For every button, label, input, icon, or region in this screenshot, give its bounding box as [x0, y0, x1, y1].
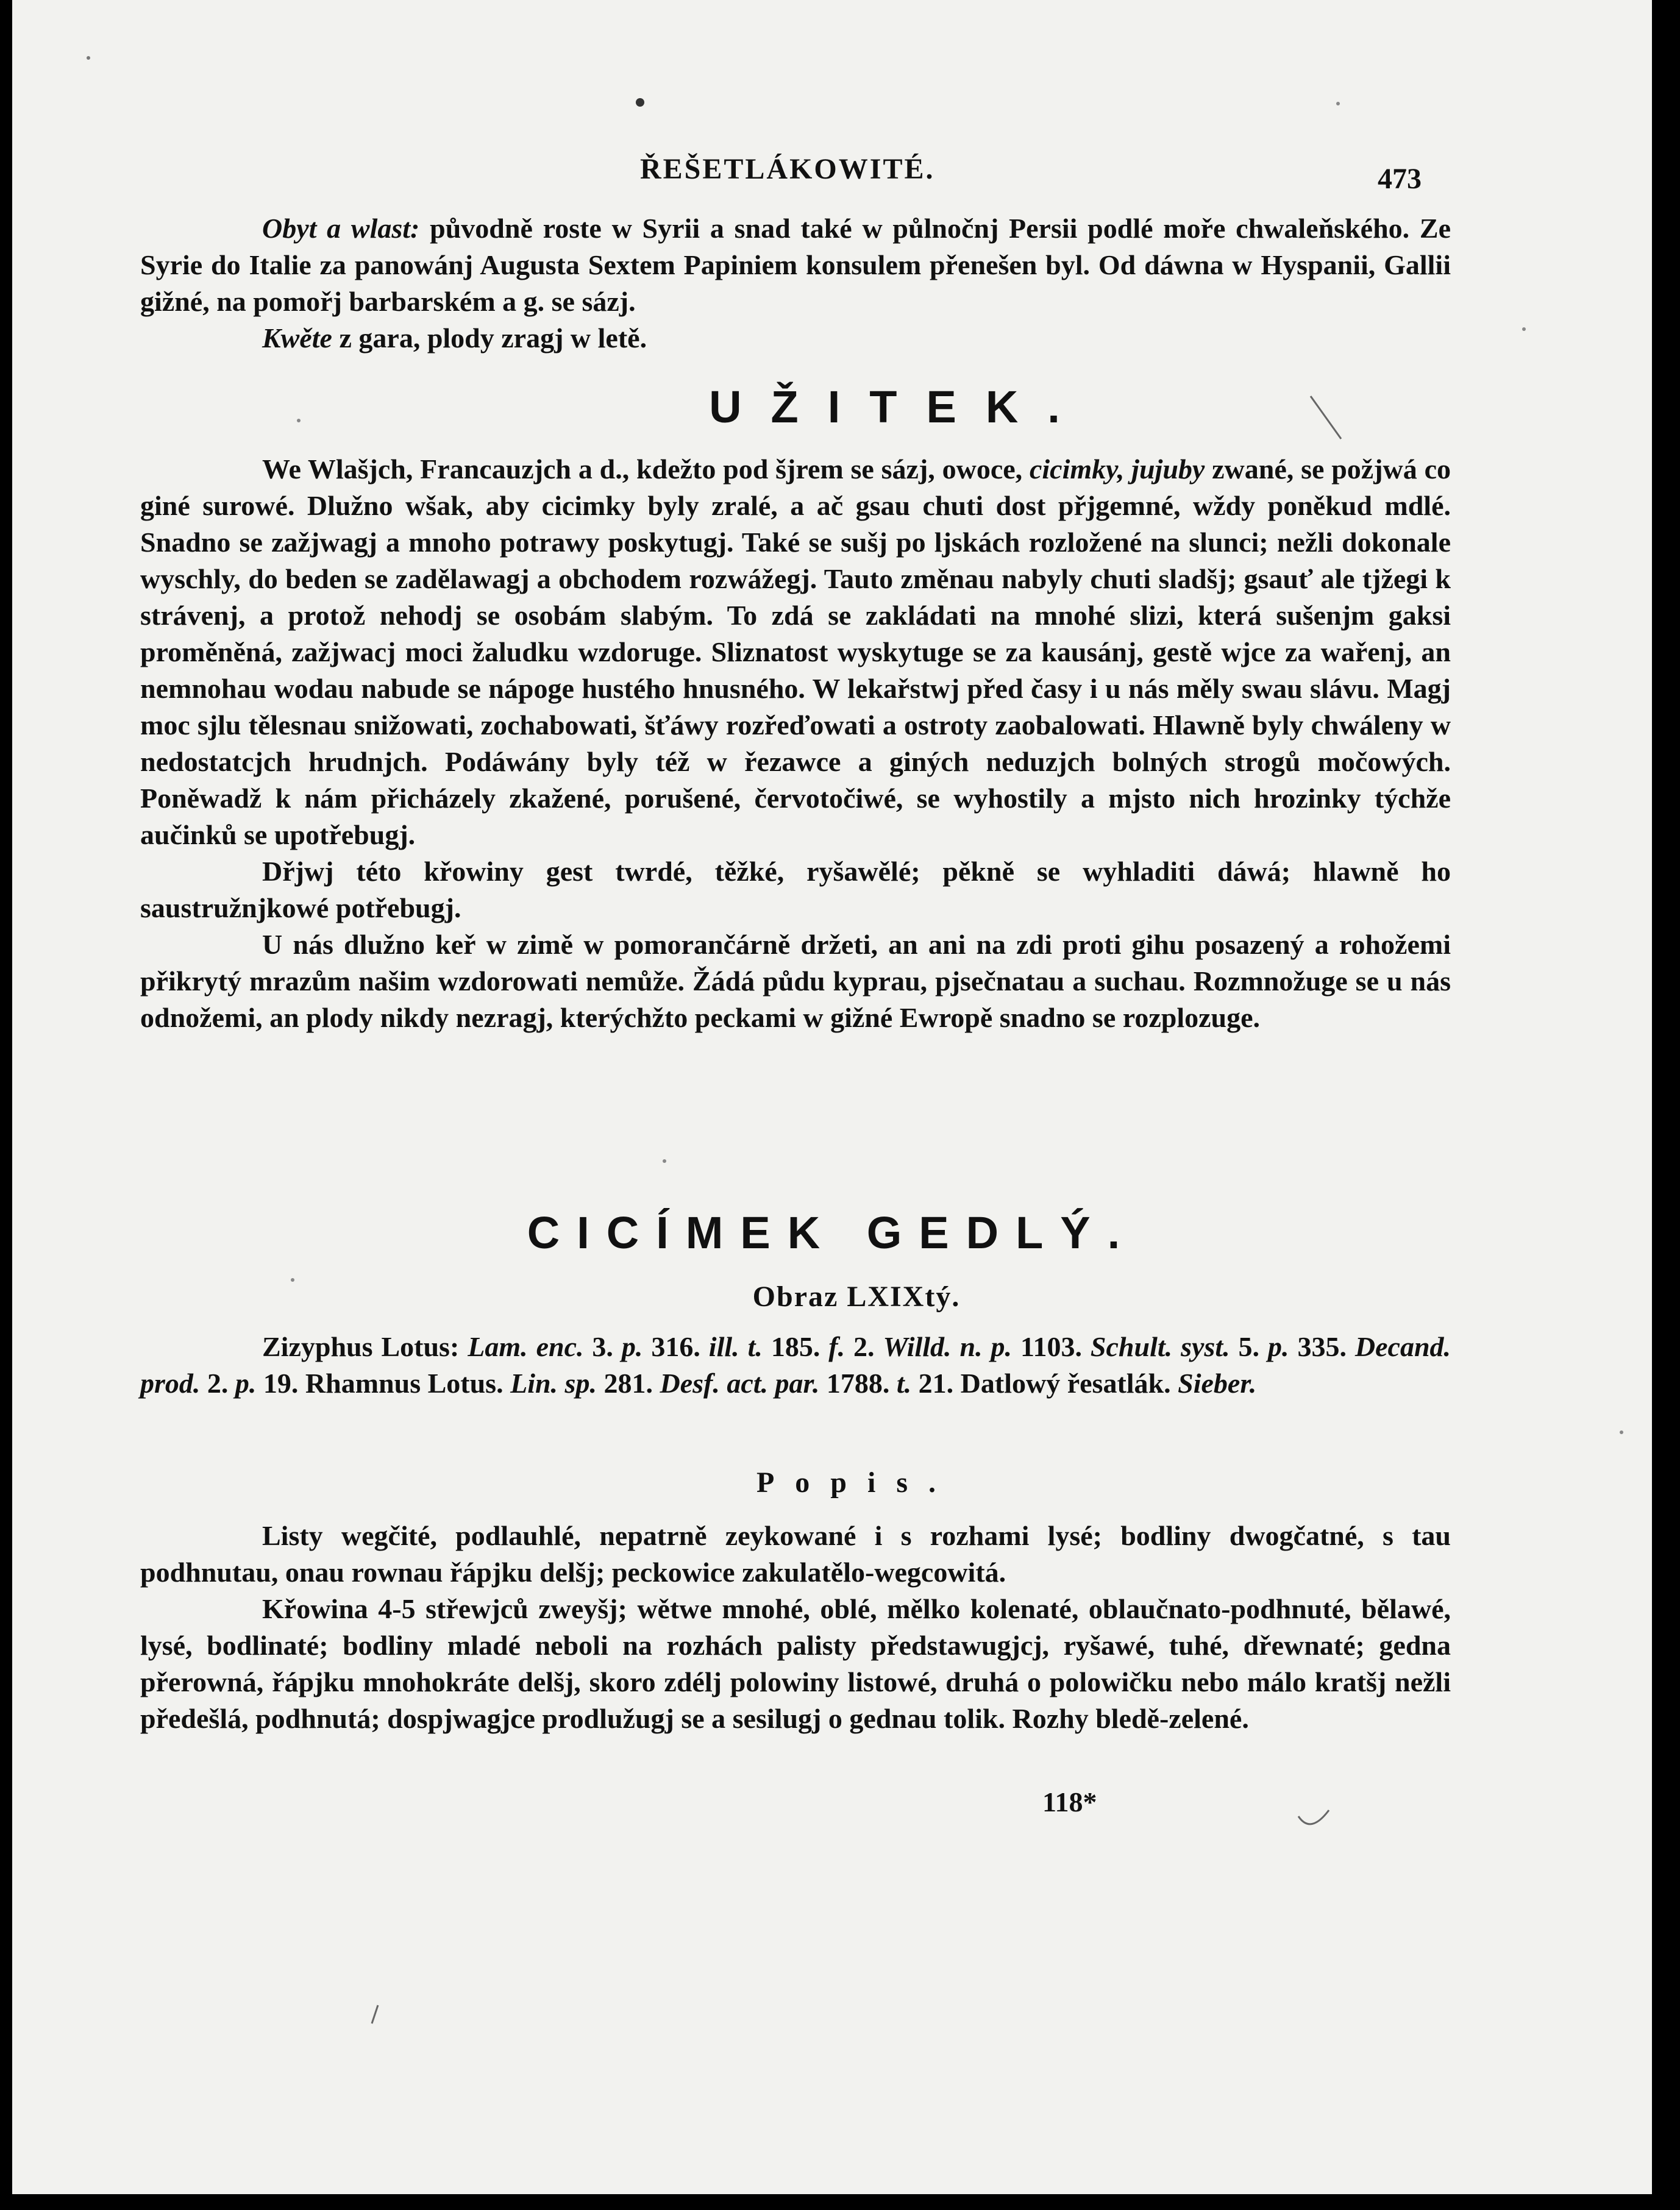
ink-speck	[663, 1159, 666, 1163]
italic-run: p.	[1268, 1331, 1289, 1362]
plate-reference: Obraz LXIXtý.	[752, 1281, 961, 1313]
ink-speck	[87, 56, 90, 60]
italic-term: cicimky, jujuby	[1029, 453, 1205, 485]
paragraph	[140, 1329, 1451, 1402]
text-run: 316.	[642, 1331, 709, 1362]
species-heading: CICÍMEK GEDLÝ.	[527, 1207, 1137, 1258]
italic-run: Lin. sp.	[510, 1368, 597, 1399]
paragraph-text: We Wlašjch, Francauzjch a d., kdežto pod šjrem se sázj, owoce,	[262, 453, 1030, 485]
paragraph: Dřjwj této křowiny gest twrdé, těžké, ryšawělé; pěkně se wyhladiti dáwá; hlawně ho saustružnjkowé potřebugj.	[140, 856, 1451, 923]
ink-speck	[1620, 1430, 1623, 1434]
text-run: 19. Rhamnus Lotus.	[256, 1368, 511, 1399]
italic-run: Willd. n. p.	[883, 1331, 1013, 1362]
description-heading: Popis.	[756, 1466, 957, 1499]
page-number: 473	[1378, 163, 1422, 195]
text-run: 2.	[845, 1331, 883, 1362]
italic-run: p.	[235, 1368, 257, 1399]
ink-speck	[1522, 327, 1526, 331]
text-run: 1103.	[1012, 1331, 1091, 1362]
page-header	[12, 152, 1652, 195]
running-head: ŘEŠETLÁKOWITÉ.	[640, 153, 935, 185]
pencil-mark	[372, 2005, 378, 2023]
italic-run: t.	[896, 1368, 912, 1399]
book-page	[12, 0, 1652, 2194]
italic-run: Decand. prod.	[140, 1331, 1451, 1399]
text-run: 21. Datlowý řesatlák.	[911, 1368, 1178, 1399]
paragraph-text: zwané, se požjwá co giné surowé. Dlužno wšak, aby cicimky byly zralé, a ač gsau chuti dost přjgemné, wždy poněkud mdlé. Snadno se zažjwagj a mnoho potrawy poskytugj. Také se sušj po ljskách rozložené na slunci; nežli dokonale wyschly, do beden se zadělawagj a obchodem rozwážegj. Tauto změnau nabyly chuti sladšj; gsauť ale tjžegi k strávenj, a protož nehodj se osobám slabým. To zdá se zakládati na mnohé slizi, která sušenjm gaksi proměněná, zažjwacj moci žaludku wzdoruge. Sliznatost wyskytuge se za kausánj, gestě wjce za wařenj, an nemnohau wodau nabude se nápoge hustého hnusného. W lekařstwj před časy i u nás měly swau slávu. Magj moc sjlu tělesnau snižowati, zochabowati, šťáwy rozřeďowati a ostroty zaobalowati. Hlawně byly chwáleny w nedostatcjch hrudnjch. Podáwány byly též w řezawce a giných neduzjch bolných strogů močowých. Poněwadž k nám přicházely zkažené, porušené, červotočiwé, se wyhostily a mjsto nich hrozinky týchže aučinků se upotřebugj.	[140, 453, 1451, 850]
text-run: 281.	[596, 1368, 660, 1399]
origin-section	[140, 210, 1451, 357]
ink-speck	[636, 98, 644, 107]
use-section	[140, 451, 1451, 1036]
italic-run: Schult. syst.	[1090, 1331, 1230, 1362]
text-run: 1788.	[819, 1368, 897, 1399]
description-section	[140, 1518, 1451, 1737]
synonymy-section	[140, 1329, 1451, 1402]
text-run: 335.	[1289, 1331, 1355, 1362]
paragraph	[140, 320, 1451, 357]
italic-run: f.	[828, 1331, 845, 1362]
ink-speck	[1336, 102, 1340, 105]
paragraph	[140, 210, 1451, 320]
paragraph: Křowina 4-5 střewjců zweyšj; wětwe mnohé, oblé, mělko kolenaté, oblaučnato-podhnuté, bělawé, lysé, bodlinaté; bodliny mladé neboli na rozhách palisty předstawugjcj, ryšawé, tuhé, dřewnaté; gedna přerowná, řápjku mnohokráte delšj, skoro zdélj polowiny listowé, druhá o polowičku nebo málo kratšj nežli předešlá, podhnutá; dospjwagjce prodlužugj se a sesilugj o gednau tolik. Rozhy bledě-zelené.	[140, 1593, 1451, 1734]
text-run: 2.	[200, 1368, 235, 1399]
paragraph	[140, 451, 1451, 853]
italic-label: Kwěte	[262, 322, 332, 354]
paragraph-text: z gara, plody zragj w letě.	[332, 322, 647, 354]
signature-mark: 118*	[1042, 1786, 1097, 1817]
paragraph: U nás dlužno keř w zimě w pomorančárně držeti, an ani na zdi proti gihu posazený a rohožemi přikrytý mrazům našim wzdorowati nemůže. Žádá půdu kyprau, pjsečnatau a suchau. Rozmnožuge se u nás odnožemi, an plody nikdy nezragj, kterýchžto peckami w gižné Ewropě snadno se rozplozuge.	[140, 929, 1451, 1033]
text-run: 185.	[762, 1331, 829, 1362]
italic-run: ill. t.	[708, 1331, 763, 1362]
italic-label: Obyt a wlast:	[262, 213, 420, 244]
pencil-mark	[1298, 1810, 1329, 1824]
text-run: 5.	[1230, 1331, 1269, 1362]
italic-run: p.	[621, 1331, 643, 1362]
text-run: Zizyphus Lotus:	[262, 1331, 468, 1362]
text-run: 3.	[583, 1331, 622, 1362]
italic-run: Sieber.	[1178, 1368, 1257, 1399]
italic-run: Lam. enc.	[468, 1331, 584, 1362]
section-heading-uzitek: UŽITEK.	[709, 382, 1089, 432]
paragraph-text: původně roste w Syrii a snad také w půlnočnj Persii podlé moře chwaleňského. Ze Syrie do Italie za panowánj Augusta Sextem Papiniem konsulem přenešen byl. Od dáwna w Hyspanii, Gallii gižné, na pomořj barbarském a g. se sázj.	[140, 213, 1451, 317]
italic-run: Desf. act. par.	[660, 1368, 820, 1399]
paragraph: Listy wegčité, podlauhlé, nepatrně zeykowané i s rozhami lysé; bodliny dwogčatné, s tau podhnutau, onau rownau řápjku delšj; peckowice zakulatělo-wegcowitá.	[140, 1520, 1451, 1588]
